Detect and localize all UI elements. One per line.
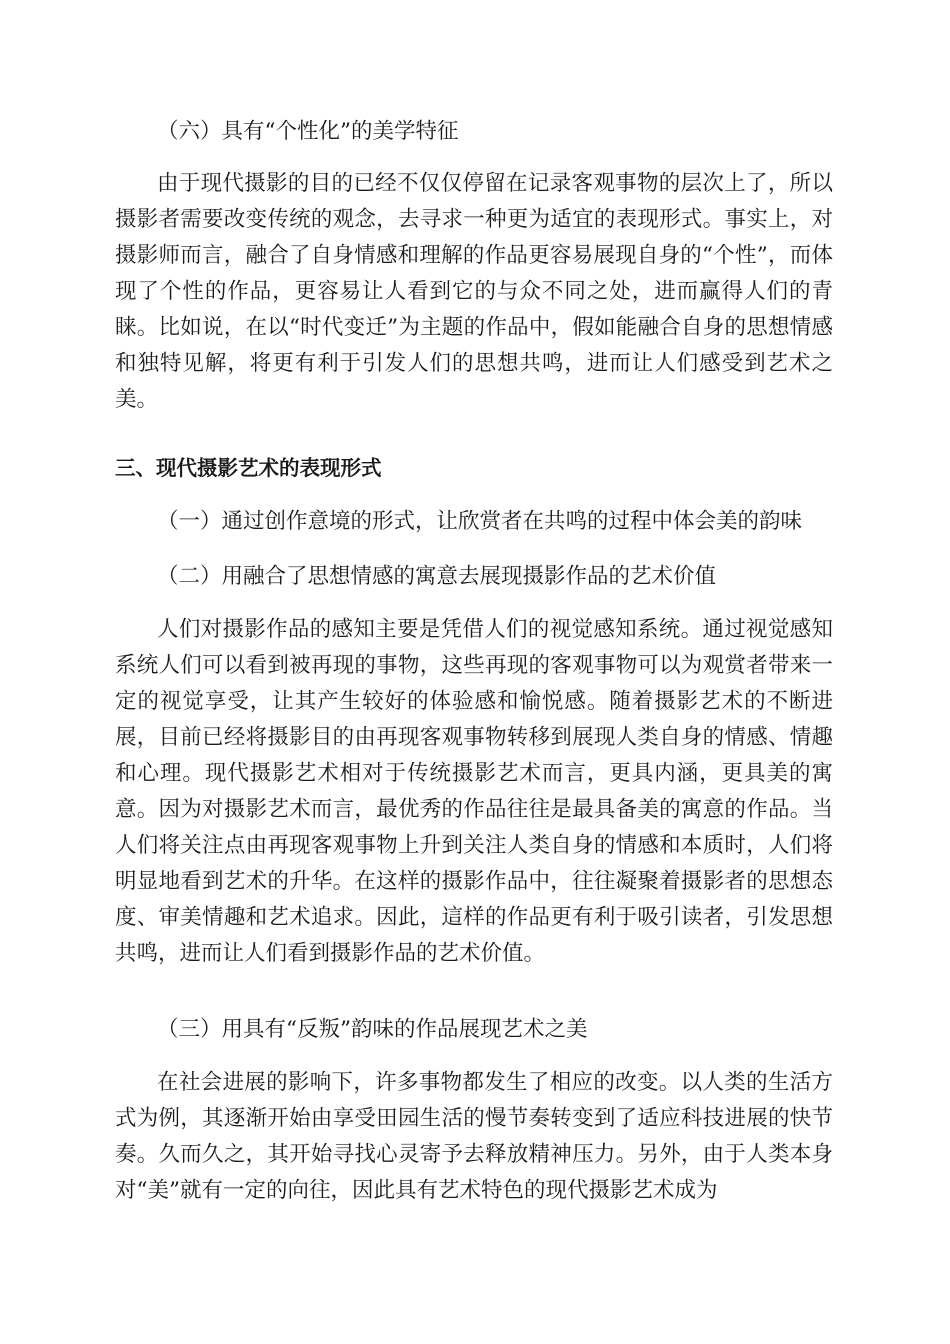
paragraph-artistic-value: 人们对摄影作品的感知主要是凭借人们的视觉感知系统。通过视觉感知系统人们可以看到被再现的事物，这些再现的客观事物可以为观赏者带来一定的视觉享受，让其产生较好的体验感和愉悦感。随着摄影艺术的不断进展，目前已经将摄影目的由再现客观事物转移到展现人类自身的情感、情趣和心理。现代摄影艺术相对于传统摄影艺术而言，更具内涵，更具美的寓意。因为对摄影艺术而言，最优秀的作品往往是最具备美的寓意的作品。当人们将关注点由再现客观事物上升到关注人类自身的情感和本质时，人们将明显地看到艺术的升华。在这样的摄影作品中，往往凝聚着摄影者的思想态度、审美情趣和艺术追求。因此，這样的作品更有利于吸引读者，引发思想共鸣，进而让人们看到摄影作品的艺术价值。	[115, 617, 833, 966]
subheading-emotional-meaning: （二）用融合了思想情感的寓意去展现摄影作品的艺术价值	[157, 564, 717, 589]
subheading-artistic-conception: （一）通过创作意境的形式，让欣赏者在共鸣的过程中体会美的韵味	[157, 509, 803, 534]
paragraph-social-progress: 在社会进展的影响下，许多事物都发生了相应的改变。以人类的生活方式为例，其逐渐开始由享受田园生活的慢节奏转变到了适应科技进展的快节奏。久而久之，其开始寻找心灵寄予去释放精神压力。另外，由于人类本身对“美”就有一定的向往，因此具有艺术特色的现代摄影艺术成为	[115, 1070, 833, 1203]
heading-aesthetic-personalization: （六）具有“个性化”的美学特征	[157, 119, 459, 144]
section-title-expression-forms: 三、现代摄影艺术的表现形式	[115, 456, 382, 480]
paragraph-personalization: 由于现代摄影的目的已经不仅仅停留在记录客观事物的层次上了，所以摄影者需要改变传统的观念，去寻求一种更为适宜的表现形式。事实上，对摄影师而言，融合了自身情感和理解的作品更容易展现自身的“个性”，而体现了个性的作品，更容易让人看到它的与众不同之处，进而赢得人们的青睐。比如说，在以“时代变迁”为主题的作品中，假如能融合自身的思想情感和独特见解，将更有利于引发人们的思想共鸣，进而让人们感受到艺术之美。	[115, 171, 833, 412]
subheading-rebellion: （三）用具有“反叛”韵味的作品展现艺术之美	[157, 1017, 588, 1042]
